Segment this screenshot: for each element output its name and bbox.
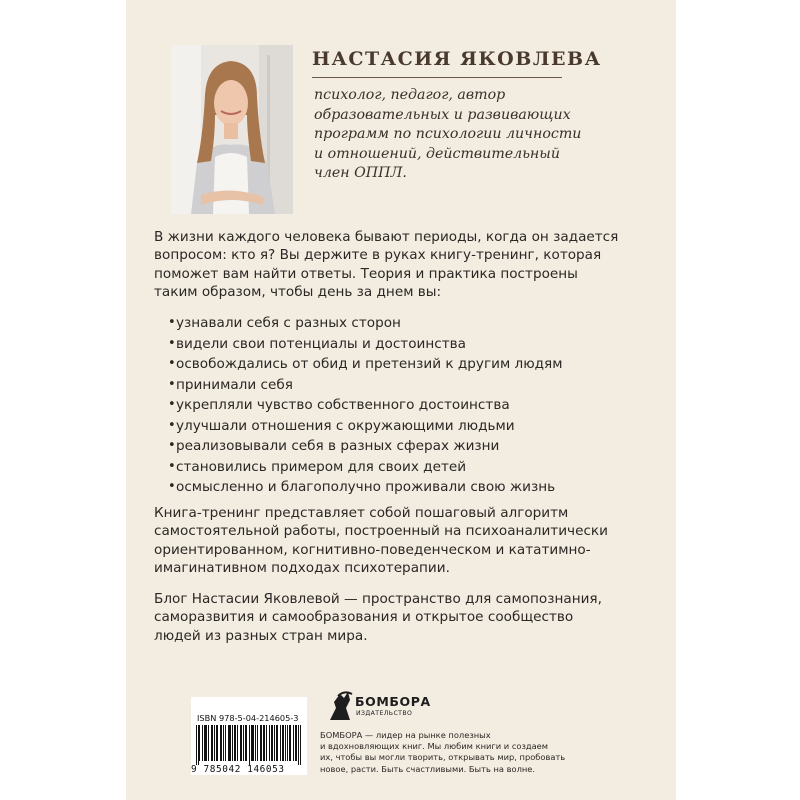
author-bio-line: программ по психологии личности [314,126,582,142]
list-item [156,375,626,396]
publisher-blurb-line: БОМБОРА — лидер на рынке полезных [320,730,491,740]
barcode-bar [249,725,250,765]
barcode-bar [204,725,205,761]
barcode-bar [261,725,262,761]
author-bio-line: член ОППЛ. [314,165,407,181]
barcode-bar [271,725,272,761]
barcode-bar [202,725,203,761]
barcode-bar [211,725,212,761]
author-name: НАСТАСИЯ ЯКОВЛЕВА [312,48,602,70]
bullet-marker: • [168,315,176,330]
barcode-bar [251,725,252,761]
barcode-bar [285,725,286,761]
intro-line: В жизни каждого человека бывают периоды, когда он задается [154,229,619,245]
list-item-text: улучшали отношения с окружающими людьми [176,417,515,434]
list-item-text: укрепляли чувство собственного достоинства [176,397,510,413]
barcode-bar [283,725,284,761]
barcode-bar [263,725,264,761]
barcode-bar [245,725,246,761]
barcode-bar [217,725,218,761]
bullet-marker: • [168,479,176,494]
barcode-bar [298,725,299,765]
list-item [156,313,626,334]
publisher-blurb-line: и вдохновляющих книг. Мы любим книги и создаем [320,741,549,752]
barcode-bar [264,725,265,761]
author-bio-line: образовательных и развивающих [314,106,571,123]
list-item-text: принимали себя [176,376,293,393]
barcode-bar [225,725,226,761]
barcode-digits: 9 785042 146053 [191,764,285,775]
barcode-bar [216,725,217,761]
barcode-bar [272,725,273,761]
author-photo [171,45,293,214]
bullet-marker: • [168,417,176,433]
author-bio [314,86,584,184]
method-line: самостоятельной работы, построенный на психоаналитически [154,523,608,540]
list-item-text: узнавали себя с разных сторон [176,315,401,331]
barcode-bar [289,725,290,761]
intro-line: вопросом: кто я? Вы держите в руках книгу-тренинг, которая [154,247,602,264]
method-line: ориентированном, когнитивно-поведенческом и кататимно- [154,541,591,558]
list-item [156,395,626,416]
barcode-bar [274,725,275,761]
blog-line: саморазвития и самообразования и открытое сообщество [154,609,574,626]
barcode-bar [212,725,213,761]
barcode-bar [252,725,253,761]
list-item-text: освобождались от обид и претензий к другим людям [176,356,563,372]
list-item-text: осмысленно и благополучно проживали свою жизнь [176,479,556,495]
method-line: имагинативном подходах психотерапии. [154,559,450,576]
list-item [156,416,626,437]
publisher-blurb-line: их, чтобы вы могли творить, открывать мир, пробовать [320,752,566,763]
barcode-bar [253,725,254,761]
intro-line: поможет вам найти ответы. Теория и практика построены [154,265,578,282]
publisher-name: БОМБОРА [355,694,431,709]
method-line: Книга-тренинг представляет собой пошаговый алгоритм [154,505,569,521]
barcode-bar [246,725,247,761]
barcode-bar [266,725,267,761]
barcode-bar [228,725,229,761]
author-bio-line: и отношений, действительный [314,145,560,162]
barcode-bar [235,725,236,761]
barcode-bar [293,725,294,761]
barcode-bar [277,725,278,761]
blog-paragraph [154,590,624,645]
barcode-bar [237,725,238,761]
barcode-bar [276,725,277,761]
list-item [156,354,626,375]
bullet-marker: • [168,397,176,412]
barcode-bar [220,725,221,761]
list-item [156,436,626,457]
author-bio-line: психолог, педагог, автор [314,87,506,103]
list-item [156,334,626,355]
publisher-subtitle: ИЗДАТЕЛЬСТВО [356,710,413,717]
bullet-marker: • [168,376,176,392]
barcode-bar [214,725,215,761]
bullet-marker: • [168,458,176,474]
blog-line: Блог Настасии Яковлевой — пространство для самопознания, [154,591,602,607]
barcode-bar [199,725,200,761]
barcode-bar [300,725,301,765]
list-item-text: становились примером для своих детей [176,458,467,475]
bullet-marker: • [168,335,176,351]
barcode-bar [257,725,258,761]
barcode-bar [205,725,206,761]
barcode-bar [269,725,270,761]
barcode-bar [241,725,242,761]
intro-line: таким образом, чтобы день за днем вы: [154,283,442,300]
list-item [156,477,626,498]
bullet-marker: • [168,356,176,371]
barcode-bar [290,725,291,761]
list-item-text: видели свои потенциалы и достоинства [176,335,466,352]
barcode-bar [232,725,233,761]
barcode-bar [282,725,283,761]
barcode-bar [260,725,261,761]
barcode-bar [295,725,296,761]
barcode-bar [230,725,231,761]
barcode-bar [287,725,288,761]
publisher-blurb-line: новое, расти. Быть счастливыми. Быть на волне. [320,763,536,774]
barcode-bar [206,725,207,761]
barcode-bar [255,725,256,761]
method-paragraph [154,504,624,577]
barcode-bar [221,725,222,761]
author-divider [312,77,562,78]
barcode-bar [196,725,197,765]
barcode-bar [223,725,224,761]
barcode-bar [198,725,199,765]
isbn-label: ISBN 978-5-04-214605-3 [197,713,299,723]
barcode-bar [229,725,230,761]
blog-line: людей из разных стран мира. [154,627,368,644]
bullet-marker: • [168,438,176,453]
intro-paragraph [154,228,624,301]
benefits-list [156,313,626,498]
barcode-icon [196,725,302,765]
list-item-text: реализовывали себя в разных сферах жизни [176,438,500,454]
barcode-bar [234,725,235,761]
barcode-bar [240,725,241,761]
publisher-blurb [320,730,620,775]
barcode-bar [296,725,297,761]
barcode-bar [208,725,209,761]
barcode-bar [243,725,244,761]
list-item [156,457,626,478]
barcode-bar [280,725,281,761]
